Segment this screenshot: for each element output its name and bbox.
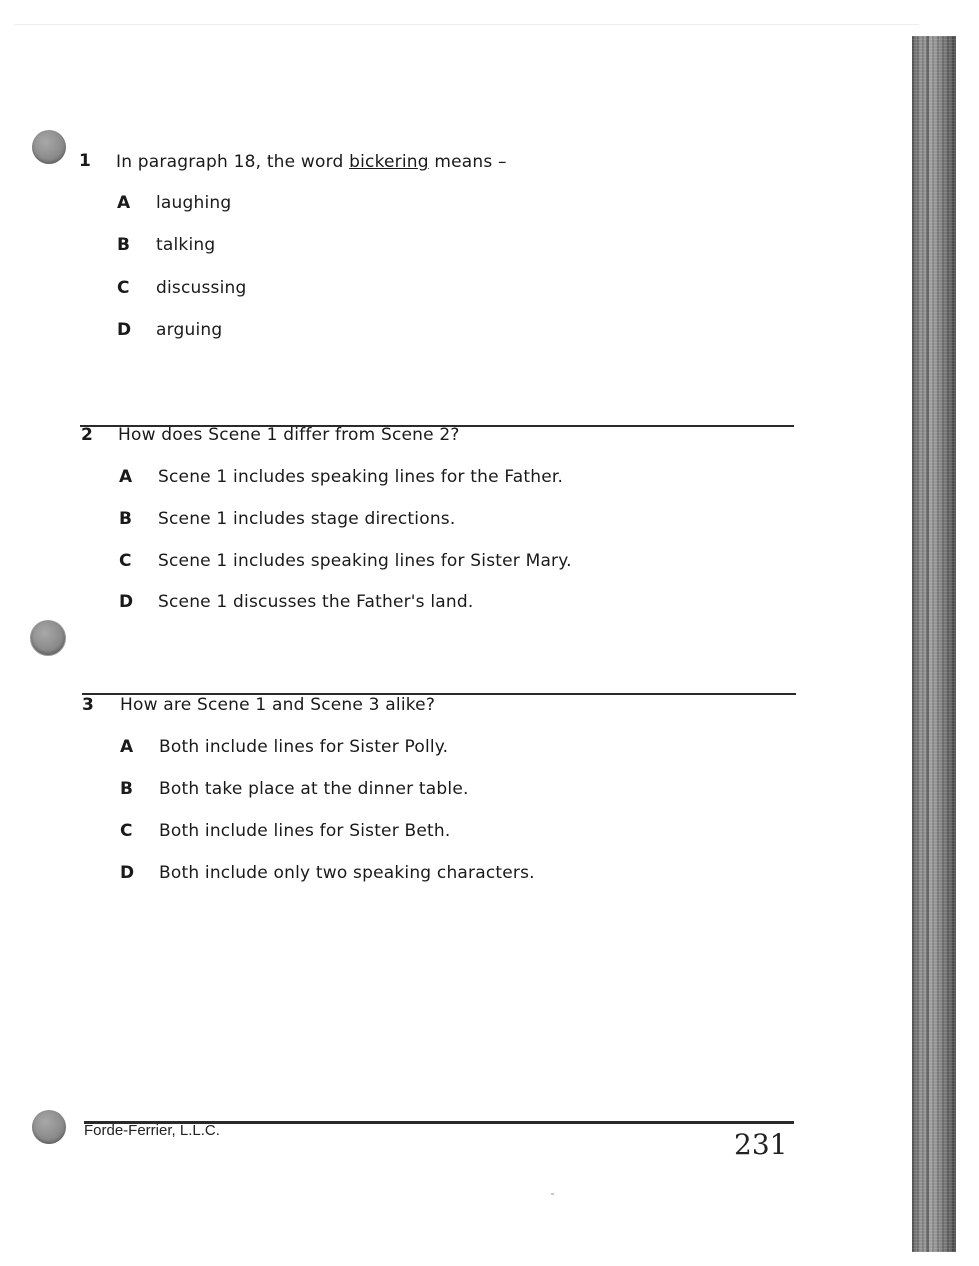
option-text[interactable]: Scene 1 includes speaking lines for the Father. xyxy=(158,467,564,487)
option-text[interactable]: discussing xyxy=(156,278,247,298)
option-letter: D xyxy=(117,320,132,340)
stem-underlined-word: bickering xyxy=(349,152,429,172)
option-text[interactable]: Scene 1 includes speaking lines for Sister Mary. xyxy=(158,551,572,571)
question-number: 3 xyxy=(82,695,94,715)
page-top-edge xyxy=(14,24,919,25)
question-number: 1 xyxy=(79,151,91,171)
option-text[interactable]: Scene 1 discusses the Father's land. xyxy=(158,592,474,612)
option-text[interactable]: Scene 1 includes stage directions. xyxy=(158,509,456,529)
option-text[interactable]: laughing xyxy=(156,193,232,213)
option-letter: B xyxy=(119,509,132,529)
page-number: 231 xyxy=(734,1128,788,1161)
question-stem xyxy=(116,152,507,172)
punch-hole-top xyxy=(32,130,66,164)
option-letter: D xyxy=(120,863,135,883)
option-text[interactable]: Both include lines for Sister Polly. xyxy=(159,737,449,757)
option-letter: A xyxy=(117,193,131,213)
option-text[interactable]: talking xyxy=(156,235,216,255)
publisher-name: Forde-Ferrier, L.L.C. xyxy=(84,1122,220,1139)
option-letter: A xyxy=(120,737,134,757)
stem-text-after: means – xyxy=(428,152,507,172)
option-letter: B xyxy=(117,235,130,255)
option-letter: B xyxy=(120,779,133,799)
question-stem: How does Scene 1 differ from Scene 2? xyxy=(118,425,460,445)
option-letter: D xyxy=(119,592,134,612)
option-text[interactable]: Both take place at the dinner table. xyxy=(159,779,469,799)
option-text[interactable]: Both include only two speaking characters. xyxy=(159,863,535,883)
option-letter: A xyxy=(119,467,133,487)
stem-text-before: In paragraph 18, the word xyxy=(116,152,350,172)
punch-hole-middle xyxy=(30,620,66,656)
binder-edge xyxy=(912,36,956,1252)
option-letter: C xyxy=(117,278,130,298)
punch-hole-bottom xyxy=(32,1110,66,1144)
scan-speck xyxy=(551,1193,554,1195)
question-stem: How are Scene 1 and Scene 3 alike? xyxy=(120,695,436,715)
question-number: 2 xyxy=(81,425,93,445)
option-letter: C xyxy=(120,821,133,841)
option-letter: C xyxy=(119,551,132,571)
option-text[interactable]: arguing xyxy=(156,320,223,340)
option-text[interactable]: Both include lines for Sister Beth. xyxy=(159,821,451,841)
